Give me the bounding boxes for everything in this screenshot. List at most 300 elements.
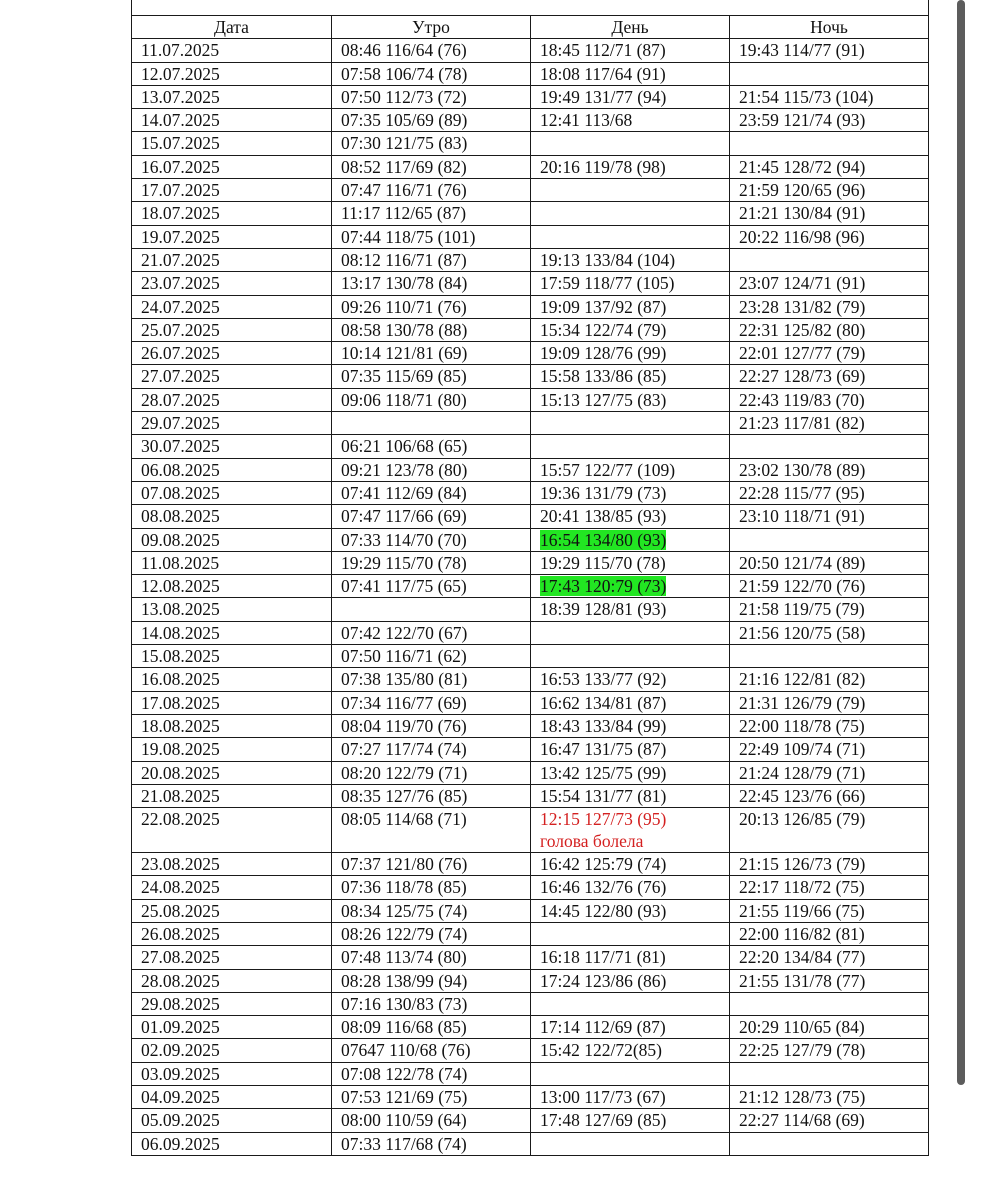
cell-morning	[332, 435, 531, 458]
cell-morning-text: 08:20 122/79 (71)	[341, 762, 468, 783]
cell-date-text: 19.07.2025	[141, 226, 220, 247]
table-row	[132, 62, 929, 85]
cell-morning	[332, 946, 531, 969]
cell-date-text: 11.07.2025	[141, 40, 220, 61]
scrollbar[interactable]	[957, 0, 965, 1085]
table-row	[132, 342, 929, 365]
cell-date	[132, 1109, 332, 1132]
table-row	[132, 85, 929, 108]
cell-date	[132, 738, 332, 761]
cell-date-text: 07.08.2025	[141, 482, 220, 503]
cell-day-text: 19:49 131/77 (94)	[540, 86, 667, 107]
cell-day	[531, 365, 730, 388]
cell-date	[132, 39, 332, 62]
cell-day-text: 15:34 122/74 (79)	[540, 319, 667, 340]
cell-day	[531, 808, 730, 853]
table-row	[132, 39, 929, 62]
cell-morning	[332, 1016, 531, 1039]
cell-date-text: 13.08.2025	[141, 599, 220, 620]
cell-night-text: 21:16 122/81 (82)	[739, 669, 866, 690]
cell-night-text: 20:50 121/74 (89)	[739, 552, 866, 573]
cell-morning-text: 07:58 106/74 (78)	[341, 63, 468, 84]
cell-day-text: 12:41 113/68	[540, 110, 633, 131]
cell-morning	[332, 551, 531, 574]
cell-date	[132, 853, 332, 876]
cell-day-text: 20:16 119/78 (98)	[540, 156, 666, 177]
cell-day	[531, 899, 730, 922]
cell-morning	[332, 1086, 531, 1109]
table-row	[132, 899, 929, 922]
cell-date-text: 13.07.2025	[141, 86, 220, 107]
cell-morning	[332, 505, 531, 528]
cell-date-text: 14.08.2025	[141, 622, 220, 643]
cell-morning-text: 08:26 122/79 (74)	[341, 923, 468, 944]
cell-date-text: 27.07.2025	[141, 366, 220, 387]
cell-night-text: 22:27 128/73 (69)	[739, 366, 866, 387]
cell-day	[531, 1062, 730, 1085]
cell-night	[730, 691, 929, 714]
cell-night	[730, 202, 929, 225]
cell-morning-text: 07:38 135/80 (81)	[341, 669, 468, 690]
cell-day-text: 19:13 133/84 (104)	[540, 249, 676, 270]
cell-day	[531, 248, 730, 271]
cell-date	[132, 761, 332, 784]
cell-morning-text: 08:46 116/64 (76)	[341, 40, 467, 61]
cell-day	[531, 598, 730, 621]
cell-date	[132, 132, 332, 155]
header-date: Дата	[132, 16, 332, 39]
cell-morning	[332, 272, 531, 295]
cell-day	[531, 992, 730, 1015]
cell-morning-text: 10:14 121/81 (69)	[341, 343, 468, 364]
cell-date	[132, 899, 332, 922]
cell-morning	[332, 318, 531, 341]
cell-date	[132, 458, 332, 481]
cell-morning-text: 07:47 116/71 (76)	[341, 180, 467, 201]
cell-day	[531, 295, 730, 318]
cell-night-text: 21:15 126/73 (79)	[739, 854, 866, 875]
cell-night-text: 22:45 123/76 (66)	[739, 785, 866, 806]
cell-morning-text: 08:00 110/59 (64)	[341, 1110, 467, 1131]
cell-night	[730, 342, 929, 365]
table-top-strip	[132, 0, 929, 16]
table-row	[132, 598, 929, 621]
cell-date	[132, 876, 332, 899]
cell-date	[132, 85, 332, 108]
cell-day	[531, 412, 730, 435]
cell-night-text: 22:31 125/82 (80)	[739, 319, 866, 340]
cell-night	[730, 645, 929, 668]
cell-day-text: 19:29 115/70 (78)	[540, 552, 666, 573]
cell-date-text: 19.08.2025	[141, 739, 220, 760]
cell-night-text: 22:28 115/77 (95)	[739, 482, 865, 503]
cell-day	[531, 738, 730, 761]
cell-night	[730, 155, 929, 178]
cell-night	[730, 784, 929, 807]
cell-day	[531, 388, 730, 411]
cell-date-text: 28.07.2025	[141, 389, 220, 410]
cell-date	[132, 1132, 332, 1155]
cell-morning	[332, 109, 531, 132]
header-night: Ночь	[730, 16, 929, 39]
cell-morning-text: 08:28 138/99 (94)	[341, 970, 468, 991]
cell-morning	[332, 155, 531, 178]
cell-day	[531, 922, 730, 945]
cell-date	[132, 318, 332, 341]
cell-date-text: 15.08.2025	[141, 646, 220, 667]
cell-morning-text: 07:30 121/75 (83)	[341, 133, 468, 154]
cell-night	[730, 318, 929, 341]
cell-night-text: 21:12 128/73 (75)	[739, 1087, 866, 1108]
cell-date-text: 11.08.2025	[141, 552, 220, 573]
cell-night	[730, 738, 929, 761]
cell-morning	[332, 1109, 531, 1132]
table-row	[132, 691, 929, 714]
cell-morning	[332, 342, 531, 365]
cell-night-text: 21:45 128/72 (94)	[739, 156, 866, 177]
cell-date	[132, 388, 332, 411]
table-row	[132, 248, 929, 271]
cell-morning-text: 19:29 115/70 (78)	[341, 552, 467, 573]
cell-morning	[332, 225, 531, 248]
cell-morning-text: 07:37 121/80 (76)	[341, 854, 468, 875]
cell-day-text: 17:48 127/69 (85)	[540, 1110, 667, 1131]
cell-night	[730, 598, 929, 621]
cell-morning-text: 07:42 122/70 (67)	[341, 622, 468, 643]
cell-morning	[332, 412, 531, 435]
cell-day-text: 17:24 123/86 (86)	[540, 970, 667, 991]
cell-morning-text: 07:41 112/69 (84)	[341, 482, 467, 503]
cell-morning	[332, 39, 531, 62]
cell-night	[730, 481, 929, 504]
cell-night	[730, 761, 929, 784]
cell-day	[531, 85, 730, 108]
table-row	[132, 808, 929, 853]
cell-day	[531, 575, 730, 598]
cell-date	[132, 528, 332, 551]
table-row	[132, 761, 929, 784]
cell-morning-text: 07:44 118/75 (101)	[341, 226, 476, 247]
cell-day	[531, 1109, 730, 1132]
cell-date	[132, 992, 332, 1015]
cell-date-text: 23.08.2025	[141, 854, 220, 875]
cell-day	[531, 969, 730, 992]
cell-day	[531, 714, 730, 737]
cell-morning-text: 08:35 127/76 (85)	[341, 785, 468, 806]
cell-morning-text: 07:53 121/69 (75)	[341, 1087, 468, 1108]
cell-day	[531, 225, 730, 248]
cell-day	[531, 1132, 730, 1155]
cell-morning	[332, 575, 531, 598]
cell-night-text: 22:25 127/79 (78)	[739, 1040, 866, 1061]
cell-day-text: 17:59 118/77 (105)	[540, 273, 675, 294]
cell-morning	[332, 62, 531, 85]
cell-morning-text: 07:35 115/69 (85)	[341, 366, 467, 387]
cell-night-text: 22:27 114/68 (69)	[739, 1110, 865, 1131]
cell-night	[730, 132, 929, 155]
cell-morning-text: 08:52 117/69 (82)	[341, 156, 467, 177]
cell-morning-text: 07:34 116/77 (69)	[341, 692, 467, 713]
cell-morning	[332, 992, 531, 1015]
table-row	[132, 784, 929, 807]
cell-morning-text: 08:58 130/78 (88)	[341, 319, 468, 340]
cell-night-text: 23:28 131/82 (79)	[739, 296, 866, 317]
cell-night-text: 21:58 119/75 (79)	[739, 599, 865, 620]
cell-night-text: 23:59 121/74 (93)	[739, 110, 866, 131]
header-morning: Утро	[332, 16, 531, 39]
cell-date-text: 06.09.2025	[141, 1133, 220, 1154]
cell-morning-text: 07:08 122/78 (74)	[341, 1063, 468, 1084]
cell-date-text: 20.08.2025	[141, 762, 220, 783]
cell-night	[730, 668, 929, 691]
cell-night	[730, 714, 929, 737]
cell-morning	[332, 668, 531, 691]
cell-day-text: 13:42 125/75 (99)	[540, 762, 667, 783]
cell-date-text: 12.07.2025	[141, 63, 220, 84]
cell-morning	[332, 1062, 531, 1085]
cell-date-text: 03.09.2025	[141, 1063, 220, 1084]
cell-night	[730, 225, 929, 248]
table-row	[132, 1039, 929, 1062]
cell-night-text: 22:49 109/74 (71)	[739, 739, 866, 760]
cell-date	[132, 922, 332, 945]
cell-date	[132, 342, 332, 365]
cell-morning	[332, 1039, 531, 1062]
cell-date	[132, 225, 332, 248]
cell-date-text: 30.07.2025	[141, 436, 220, 457]
cell-date	[132, 1039, 332, 1062]
cell-date	[132, 1016, 332, 1039]
table-row	[132, 1016, 929, 1039]
cell-morning	[332, 853, 531, 876]
cell-night-text: 20:22 116/98 (96)	[739, 226, 865, 247]
cell-date-text: 22.08.2025	[141, 809, 220, 830]
cell-day-text: 16:46 132/76 (76)	[540, 877, 667, 898]
cell-night-text: 21:59 120/65 (96)	[739, 180, 866, 201]
cell-night	[730, 1062, 929, 1085]
cell-morning	[332, 598, 531, 621]
cell-morning-text: 07:48 113/74 (80)	[341, 947, 467, 968]
cell-night	[730, 505, 929, 528]
cell-night	[730, 946, 929, 969]
cell-day-text: 12:15 127/73 (95)	[540, 809, 667, 830]
cell-morning	[332, 248, 531, 271]
cell-date-text: 21.08.2025	[141, 785, 220, 806]
cell-day-text: 17:14 112/69 (87)	[540, 1017, 666, 1038]
table-row	[132, 458, 929, 481]
table-row	[132, 505, 929, 528]
table-row	[132, 179, 929, 202]
cell-day	[531, 342, 730, 365]
cell-date	[132, 551, 332, 574]
cell-day	[531, 179, 730, 202]
cell-day	[531, 505, 730, 528]
cell-morning	[332, 808, 531, 853]
cell-morning-text: 07:36 118/78 (85)	[341, 877, 467, 898]
cell-night-text: 21:59 122/70 (76)	[739, 576, 866, 597]
cell-date-text: 08.08.2025	[141, 506, 220, 527]
cell-night	[730, 575, 929, 598]
cell-morning	[332, 714, 531, 737]
cell-night	[730, 992, 929, 1015]
cell-date-text: 14.07.2025	[141, 110, 220, 131]
cell-morning	[332, 85, 531, 108]
cell-morning-text: 07:33 117/68 (74)	[341, 1133, 467, 1154]
cell-morning-text: 09:21 123/78 (80)	[341, 459, 468, 480]
cell-night	[730, 179, 929, 202]
table-row	[132, 853, 929, 876]
table-row	[132, 922, 929, 945]
cell-morning-text: 07:50 112/73 (72)	[341, 86, 467, 107]
table-row	[132, 109, 929, 132]
cell-morning-text: 07:35 105/69 (89)	[341, 110, 468, 131]
cell-morning	[332, 388, 531, 411]
table-row	[132, 295, 929, 318]
cell-day-text: 15:58 133/86 (85)	[540, 366, 667, 387]
table-row	[132, 621, 929, 644]
cell-night	[730, 365, 929, 388]
cell-night-text: 21:21 130/84 (91)	[739, 203, 866, 224]
cell-day	[531, 551, 730, 574]
table-row	[132, 435, 929, 458]
cell-night	[730, 435, 929, 458]
cell-day	[531, 202, 730, 225]
cell-morning-text: 06:21 106/68 (65)	[341, 436, 468, 457]
cell-date	[132, 62, 332, 85]
cell-day-text: 15:54 131/77 (81)	[540, 785, 667, 806]
cell-day-text: 18:08 117/64 (91)	[540, 63, 666, 84]
cell-day	[531, 853, 730, 876]
cell-night	[730, 528, 929, 551]
cell-night-text: 20:29 110/65 (84)	[739, 1017, 865, 1038]
cell-night	[730, 248, 929, 271]
cell-morning	[332, 528, 531, 551]
cell-day-text: 19:36 131/79 (73)	[540, 482, 667, 503]
cell-day-text: 16:54 134/80 (93)	[540, 529, 667, 550]
cell-date	[132, 179, 332, 202]
cell-night	[730, 969, 929, 992]
cell-night-text: 20:13 126/85 (79)	[739, 809, 866, 830]
cell-date	[132, 621, 332, 644]
cell-night	[730, 853, 929, 876]
cell-date	[132, 109, 332, 132]
table-row	[132, 481, 929, 504]
cell-date	[132, 435, 332, 458]
top-strip-cell	[132, 0, 929, 16]
cell-day	[531, 691, 730, 714]
cell-date-text: 16.07.2025	[141, 156, 220, 177]
cell-night	[730, 551, 929, 574]
cell-morning	[332, 295, 531, 318]
table-row	[132, 155, 929, 178]
table-row	[132, 412, 929, 435]
cell-day	[531, 784, 730, 807]
cell-day	[531, 1016, 730, 1039]
cell-date-text: 16.08.2025	[141, 669, 220, 690]
blood-pressure-table	[131, 0, 929, 1156]
cell-morning-text: 09:06 118/71 (80)	[341, 389, 467, 410]
cell-night	[730, 621, 929, 644]
cell-date-text: 29.08.2025	[141, 993, 220, 1014]
cell-morning	[332, 1132, 531, 1155]
cell-night-text: 19:43 114/77 (91)	[739, 40, 865, 61]
cell-morning-text: 07:50 116/71 (62)	[341, 646, 467, 667]
cell-day-text: 20:41 138/85 (93)	[540, 506, 667, 527]
cell-day	[531, 435, 730, 458]
cell-night	[730, 1039, 929, 1062]
cell-date	[132, 272, 332, 295]
cell-date-text: 02.09.2025	[141, 1040, 220, 1061]
cell-day-text: 13:00 117/73 (67)	[540, 1087, 666, 1108]
cell-date	[132, 808, 332, 853]
cell-date-text: 17.07.2025	[141, 180, 220, 201]
cell-date-text: 24.08.2025	[141, 877, 220, 898]
cell-night	[730, 1132, 929, 1155]
cell-date	[132, 1062, 332, 1085]
cell-day	[531, 272, 730, 295]
cell-morning-text: 08:12 116/71 (87)	[341, 249, 467, 270]
cell-morning	[332, 365, 531, 388]
cell-day-text: 15:13 127/75 (83)	[540, 389, 667, 410]
header-day: День	[531, 16, 730, 39]
cell-date	[132, 575, 332, 598]
cell-night-text: 22:43 119/83 (70)	[739, 389, 865, 410]
table-row	[132, 992, 929, 1015]
cell-morning-text: 07:41 117/75 (65)	[341, 576, 467, 597]
cell-night	[730, 899, 929, 922]
cell-night-text: 23:02 130/78 (89)	[739, 459, 866, 480]
cell-day-text: 18:39 128/81 (93)	[540, 599, 667, 620]
cell-date-text: 23.07.2025	[141, 273, 220, 294]
cell-day	[531, 318, 730, 341]
cell-day-text: 18:45 112/71 (87)	[540, 40, 666, 61]
cell-morning-text: 08:05 114/68 (71)	[341, 809, 467, 830]
cell-morning-text: 08:04 119/70 (76)	[341, 715, 467, 736]
cell-date	[132, 248, 332, 271]
cell-date	[132, 784, 332, 807]
cell-date-text: 26.07.2025	[141, 343, 220, 364]
cell-date	[132, 645, 332, 668]
cell-night	[730, 876, 929, 899]
cell-day-text: 19:09 137/92 (87)	[540, 296, 667, 317]
cell-morning	[332, 621, 531, 644]
cell-date-text: 25.07.2025	[141, 319, 220, 340]
table-row	[132, 132, 929, 155]
cell-night-text: 21:24 128/79 (71)	[739, 762, 866, 783]
cell-date-text: 09.08.2025	[141, 529, 220, 550]
cell-date-text: 18.08.2025	[141, 715, 220, 736]
cell-date-text: 21.07.2025	[141, 249, 220, 270]
cell-date-text: 28.08.2025	[141, 970, 220, 991]
cell-day-text: 14:45 122/80 (93)	[540, 900, 667, 921]
cell-day	[531, 132, 730, 155]
cell-night	[730, 62, 929, 85]
cell-morning	[332, 784, 531, 807]
table-row	[132, 575, 929, 598]
cell-date-text: 17.08.2025	[141, 692, 220, 713]
cell-night	[730, 458, 929, 481]
cell-morning	[332, 202, 531, 225]
cell-day-text: 16:53 133/77 (92)	[540, 669, 667, 690]
cell-night-text: 21:23 117/81 (82)	[739, 413, 865, 434]
table-row	[132, 528, 929, 551]
cell-day-note: голова болела	[540, 831, 644, 852]
cell-day	[531, 1086, 730, 1109]
cell-day	[531, 645, 730, 668]
cell-day	[531, 62, 730, 85]
cell-date-text: 18.07.2025	[141, 203, 220, 224]
cell-night	[730, 85, 929, 108]
